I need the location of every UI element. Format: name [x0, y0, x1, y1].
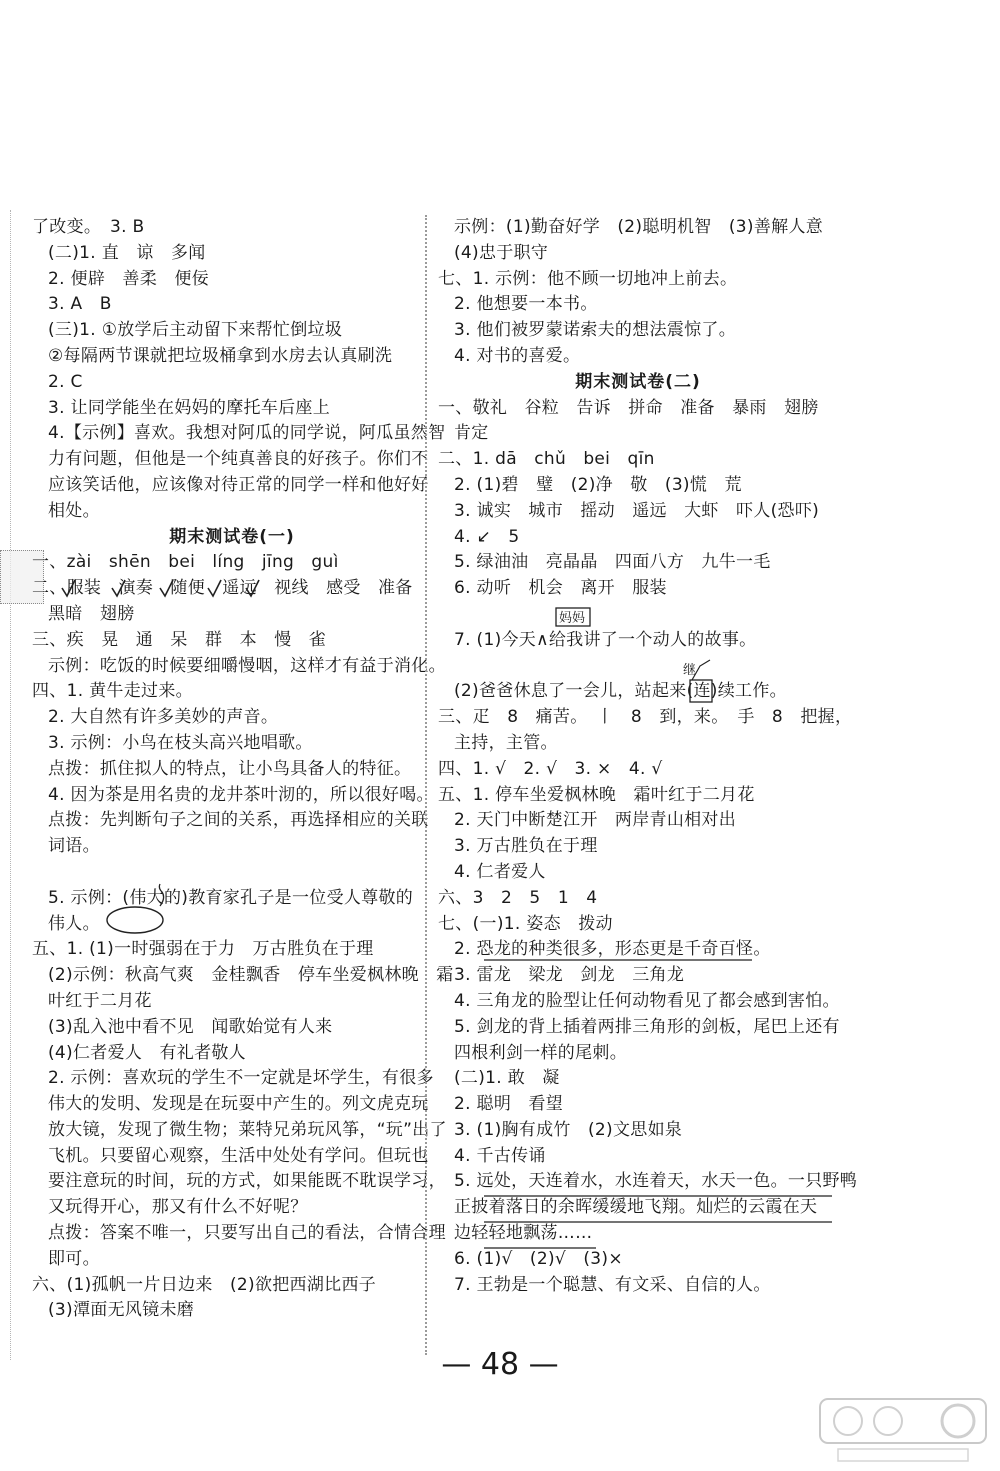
answer-line: 了改变。 3. B	[32, 217, 145, 237]
answer-line: 2. C	[48, 371, 83, 392]
answer-line: 六、(1)孤帆一片日边来 (2)欲把西湖比西子	[32, 1274, 377, 1295]
answer-line: 一、zài shēn bei líng jīng guì	[32, 552, 339, 573]
answer-line: 又玩得开心，那又有什么不好呢？	[48, 1197, 308, 1218]
answer-line: 3. 让同学能坐在妈妈的摩托车后座上	[48, 397, 331, 418]
answer-line: 2. 聪明 看望	[454, 1094, 564, 1115]
answer-line: 伟大的发明、发现是在玩耍中产生的。列文虎克玩	[48, 1094, 429, 1115]
answer-line: 2. 他想要一本书。	[454, 294, 598, 315]
section-heading: 期末测试卷(二)	[575, 371, 701, 392]
answer-line	[438, 654, 838, 680]
answer-line: 3. A B	[48, 294, 112, 315]
answer-line: 三、疾 晃 通 呆 群 本 慢 雀	[32, 629, 327, 650]
answer-line: 五、1. (1)一时强弱在于力 万古胜负在于理	[32, 939, 374, 960]
answer-line: 七、1. 示例：他不顾一切地冲上前去。	[438, 268, 738, 289]
answer-line	[438, 602, 838, 628]
watermark-logo	[818, 1395, 988, 1467]
answer-line: (4)忠于职守	[454, 242, 549, 263]
answer-line: 点拨：抓住拟人的特点，让小鸟具备人的特征。	[48, 758, 412, 779]
mama-text: 妈妈	[559, 611, 586, 626]
answer-line: 肯定	[454, 423, 489, 444]
page-number: — 48 —	[441, 1347, 559, 1382]
answer-line: 力有问题，但他是一个纯真善良的好孩子。你们不	[48, 449, 429, 470]
answer-line: 五、1. 停车坐爱枫林晚 霜叶红于二月花	[438, 784, 755, 805]
answer-line: 4. 仁者爱人	[454, 861, 546, 882]
answer-line: 点拨：答案不唯一，只要写出自己的看法，合情合理	[48, 1223, 446, 1244]
answer-line: 6. 动听 机会 离开 服装	[454, 578, 667, 599]
answer-line: 六、3 2 5 1 4	[438, 887, 598, 908]
answer-line: (4)仁者爱人 有礼者敬人	[48, 1042, 246, 1063]
answer-line: 2. (1)碧 璧 (2)净 敬 (3)慌 荒	[454, 474, 742, 495]
answer-line: 2. 示例：喜欢玩的学生不一定就是坏学生，有很多	[48, 1068, 434, 1089]
answer-line: 二、服装 演奏 随便 遥远 视线 感受 准备	[32, 578, 413, 599]
answer-line: 二、1. dā chǔ bei qīn	[438, 449, 655, 470]
answer-line: 7. (1)今天∧给我讲了一个动人的故事。	[454, 629, 757, 650]
answer-line: (3)乱入池中看不见 闻歌始觉有人来	[48, 1016, 333, 1037]
answer-line: 四、1. 黄牛走过来。	[32, 681, 193, 702]
answer-line: (2)示例：秋高气爽 金桂飘香 停车坐爱枫林晚 霜	[48, 965, 454, 986]
answer-line: 主持，主管。	[454, 732, 558, 753]
answer-line: 5. 远处，天连着水，水连着天，水天一色。一只野鸭	[454, 1171, 858, 1192]
answer-line: 2. 便辟 善柔 便佞	[48, 268, 209, 289]
answer-line: 4. 三角龙的脸型让任何动物看见了都会感到害怕。	[454, 990, 840, 1011]
answer-line: 一、敬礼 谷粒 告诉 拼命 准备 暴雨 翅膀	[438, 397, 819, 418]
answer-line: 3. 他们被罗蒙诺索夫的想法震惊了。	[454, 320, 737, 341]
answer-line: 4. 因为茶是用名贵的龙井茶叶沏的，所以很好喝。	[48, 784, 434, 805]
answer-line: 3. 万古胜负在于理	[454, 836, 598, 857]
answer-line: 正披着落日的余晖缓缓地飞翔。灿烂的云霞在天	[454, 1197, 818, 1218]
answer-line: 5. 示例：(伟大的)教育家孔子是一位受人尊敬的	[48, 887, 414, 908]
answer-line: 三、疋 8 痛苦。 丨 8 到，来。 手 8 把握，	[438, 707, 853, 728]
answer-line: 七、(一)1. 姿态 拨动	[438, 913, 613, 934]
right-column	[438, 215, 858, 1298]
answer-line: 4. ↙ 5	[454, 526, 520, 547]
answer-line: 3. 雷龙 梁龙 剑龙 三角龙	[454, 965, 685, 986]
answer-line: 黑暗 翅膀	[48, 603, 135, 624]
answer-line: 示例：吃饭的时候要细嚼慢咽，这样才有益于消化。	[48, 655, 446, 676]
answer-line: 7. 王勃是一个聪慧、有文采、自信的人。	[454, 1274, 771, 1295]
answer-line: 示例：(1)勤奋好学 (2)聪明机智 (3)善解人意	[454, 217, 824, 237]
answer-line: (三)1. ①放学后主动留下来帮忙倒垃圾	[48, 320, 343, 341]
answer-line: ②每隔两节课就把垃圾桶拿到水房去认真刷洗	[48, 345, 393, 366]
ji-text: 继	[683, 663, 697, 678]
answer-line: 四根利剑一样的尾刺。	[454, 1042, 627, 1063]
answer-line: 3. 诚实 城市 摇动 遥远 大虾 吓人(恐吓)	[454, 500, 820, 521]
left-column	[32, 215, 454, 1324]
answer-line: (2)爸爸休息了一会儿，站起来(连)续工作。	[454, 681, 787, 702]
answer-line: 飞机。只要留心观察，生活中处处有学问。但玩也	[48, 1145, 429, 1166]
answer-line: 2. 大自然有许多美妙的声音。	[48, 707, 279, 728]
answer-line: 即可。	[48, 1248, 100, 1269]
answer-line: 3. (1)胸有成竹 (2)文思如泉	[454, 1119, 683, 1140]
answer-line: 要注意玩的时间，玩的方式，如果能既不耽误学习，	[48, 1171, 446, 1192]
answer-line: 6. (1)√ (2)√ (3)×	[454, 1248, 623, 1269]
answer-line: 伟人。	[48, 913, 100, 934]
answer-line: (3)潭面无风镜未磨	[48, 1300, 195, 1321]
answer-line: 5. 剑龙的背上插着两排三角形的剑板，尾巴上还有	[454, 1016, 840, 1037]
answer-line: 2. 恐龙的种类很多，形态更是千奇百怪。	[454, 939, 771, 960]
answer-line: 点拨：先判断句子之间的关系，再选择相应的关联	[48, 810, 429, 831]
answer-line: 放大镜，发现了微生物；莱特兄弟玩风筝，“玩”出了	[48, 1119, 447, 1140]
answer-line: 4. 千古传诵	[454, 1145, 546, 1166]
answer-line: 5. 绿油油 亮晶晶 四面八方 九牛一毛	[454, 552, 771, 573]
answer-line: 四、1. √ 2. √ 3. × 4. √	[438, 758, 663, 779]
answer-line: 词语。	[48, 836, 100, 857]
answer-line: 边轻轻地飘荡……	[454, 1223, 593, 1244]
answer-line: (二)1. 敢 凝	[454, 1068, 560, 1089]
answer-line: 4.【示例】喜欢。我想对阿瓜的同学说，阿瓜虽然智	[48, 423, 446, 444]
answer-line: 3. 示例：小鸟在枝头高兴地唱歌。	[48, 732, 313, 753]
section-heading: 期末测试卷(一)	[169, 526, 295, 547]
answer-line: 相处。	[48, 500, 100, 521]
answer-line: (二)1. 直 谅 多闻	[48, 242, 206, 263]
answer-line: 叶红于二月花	[48, 990, 152, 1011]
answer-line	[32, 860, 432, 886]
column-divider	[425, 215, 427, 1355]
left-margin-line	[10, 210, 11, 1360]
answer-line: 应该笑话他，应该像对待正常的同学一样和他好好	[48, 474, 429, 495]
answer-line: 2. 天门中断楚江开 两岸青山相对出	[454, 810, 737, 831]
answer-line: 4. 对书的喜爱。	[454, 345, 581, 366]
